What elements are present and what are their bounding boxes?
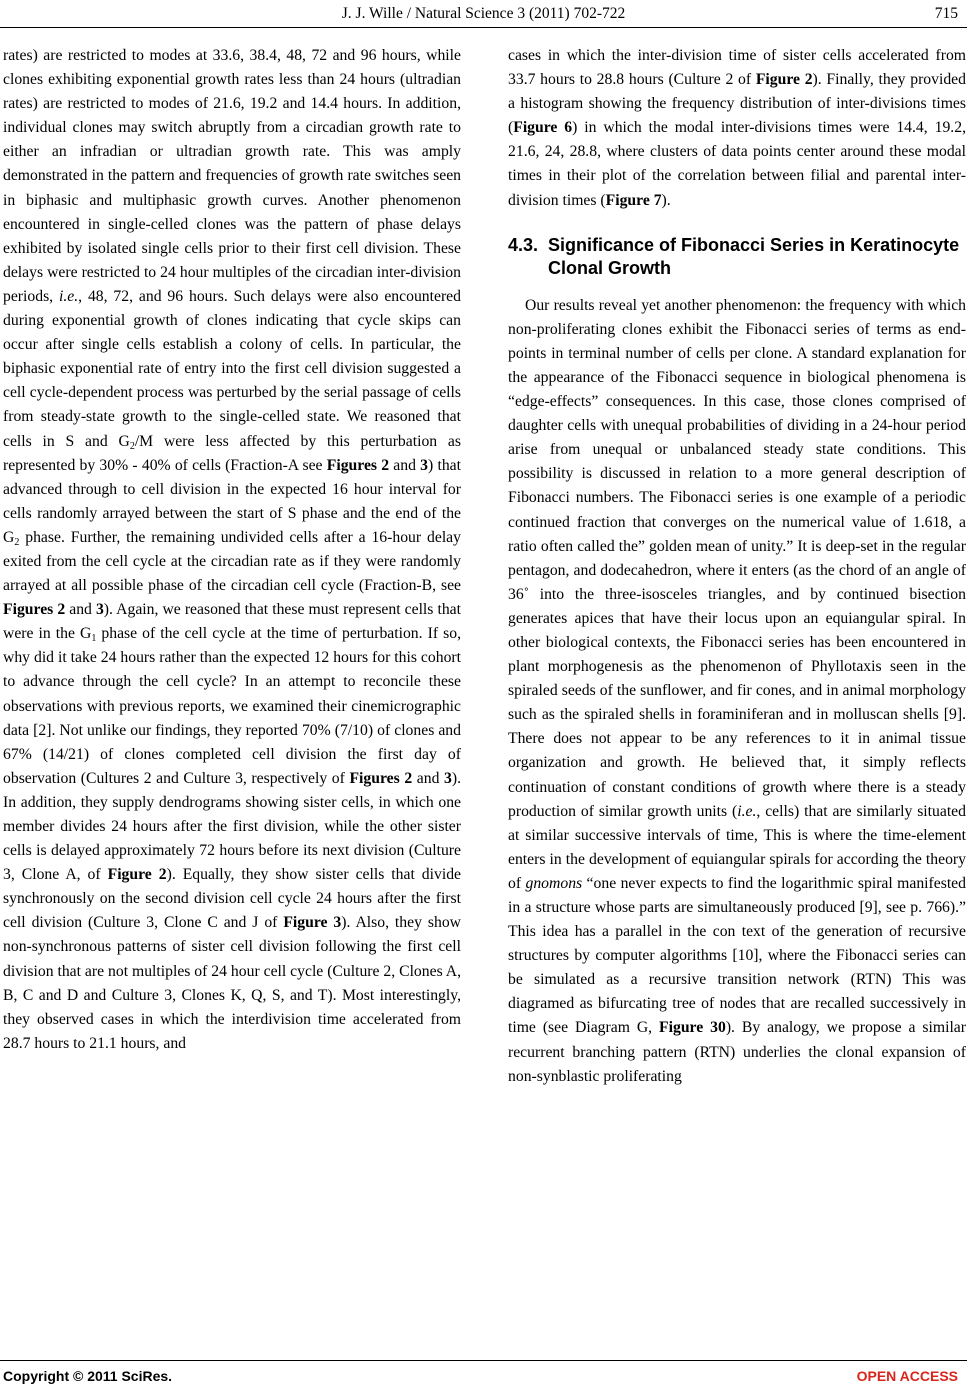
page-number: 715 — [934, 5, 958, 22]
section-title: Significance of Fibonacci Series in Keratinocyte Clonal Growth — [548, 234, 960, 278]
paragraph — [508, 294, 966, 1089]
subscript: 1 — [91, 633, 97, 645]
text-run: rates) are restricted to modes at 33.6, 38.4, 48, 72 and 96 hours, while clones exhibiting exponential growth rates less than 24 hours (ultradian rates) are restricted to modes of 21.6, 19.2 and 14.4 hours. In addition, individual clones may switch abruptly from a circadian growth rate to either an infradian or ultradian growth rate. This was amply demonstrated in the pattern and frequencies of growth rate switches seen in biphasic and multiphasic growth curves. Another phenomenon encountered in single-celled clones was the pattern of phase delays exhibited by isolated single cells prior to their first cell division. These delays were restricted to 24 hour multiples of the circadian inter-division periods, — [3, 47, 461, 305]
footer-divider — [0, 1360, 967, 1361]
left-column — [3, 44, 461, 1354]
text-run: ). By analogy, we propose a similar recurrent branching pattern (RTN) underlies the clonal expansion of non-synblastic proliferating — [508, 1019, 966, 1085]
italic-term: gnomons — [525, 874, 583, 892]
text-run: /M were less affected by this perturbation as represented by 30% - 40% of cells (Fraction-A see — [3, 432, 461, 474]
figure-reference[interactable]: Figure 3 — [283, 914, 342, 932]
running-header — [0, 4, 967, 24]
figure-reference[interactable]: Figure 7 — [605, 191, 662, 209]
copyright-notice: Copyright © 2011 SciRes. — [3, 1368, 173, 1384]
figure-reference[interactable]: 3 — [420, 456, 429, 474]
section-number: 4.3. — [508, 234, 539, 255]
figure-reference[interactable]: 3 — [95, 601, 104, 619]
text-run: ). Finally, they provided a histogram showing the frequency distribution of inter-divisions times ( — [508, 71, 966, 137]
text-run: and — [389, 456, 421, 474]
paragraph — [3, 44, 461, 1056]
text-run: ). Again, we reasoned that these must represent cells that were in the G — [3, 601, 461, 643]
figure-reference[interactable]: Figure 2 — [107, 866, 167, 884]
text-run: ) that advanced through to cell division in the expected 16 hour interval for cells randomly arrayed between the start of S phase and the end of the G — [3, 456, 461, 546]
figure-reference[interactable]: Figure 2 — [755, 71, 813, 89]
text-run: Our results reveal yet another phenomenon: the frequency with which non-proliferating clones exhibit the Fibonacci series of terms as end-points in terminal number of cells per clone. A standard explanation for the appearance of the Fibonacci sequence in biological phenomena is “edge-effects” consequences. In this case, those clones comprised of daughter cells with unequal probabilities of dividing in a 24-hour period arise from unequal or unbalanced steady state conditions. This possibility is discussed in relation to a more general description of Fibonacci numbers. The Fibonacci series is one example of a periodic continued fraction that converges on the numerical value of 1.618, a ratio often called the” golden mean of unity.” It is deep-set in the regular pentagon, and dodecahedron, where it enters (as the chord of an angle of 36˚ into the three-isosceles triangles, and by continued bisection generates apices that have their locus upon an equiangular spiral. In other biological contexts, the Fibonacci series has been encountered in plant morphogenesis as the phenomenon of Phyllotaxis seen in the spiraled seeds of the sunflower, and fir cones, and in animal morphology such as the spiraled shells in foraminiferan and in molluscan shells [9]. There does not appear to be any references to it in animal tissue organization and growth. He believed that, it simply reflects continuation of constant conditions of growth where there is a steady production of similar growth units ( — [508, 296, 966, 820]
text-run: ). In addition, they supply dendrograms showing sister cells, in which one member divides 24 hours after the first division, while the other sister cells is delayed approximately 72 hours before its next division (Culture 3, Clone A, of — [3, 769, 461, 884]
text-run: phase of the cell cycle at the time of perturbation. If so, why did it take 24 hours rather than the expected 12 hours for this cohort to advance through the cell cycle? In an attempt to reconcile these observations with previous reports, we examined their cinemicrographic data [2]. Not unlike our findings, they reported 70% (7/10) of clones and 67% (14/21) of clones completed cell division the first day of observation (Cultures 2 and Culture 3, respectively of — [3, 625, 461, 787]
text-run: , 48, 72, and 96 hours. Such delays were also encountered during exponential growth of clones indicating that cycle skips can occur after single cells establish a colony of cells. In particular, the biphasic exponential rate of entry into the first cell division suggested a cell cycle-dependent process was perturbed by the serial passage of cells from steady-state growth to the single-celled state. We reasoned that cells in S and G — [3, 287, 461, 450]
open-access-label: OPEN ACCESS — [856, 1368, 958, 1384]
text-run: ). Also, they show non-synchronous patterns of sister cell division following the first cell division that are not multiples of 24 hour cell cycle (Culture 2, Clones A, B, C and D and Culture 3, Clones K, Q, S, and T). Most interestingly, they observed cases in which the interdivision time accelerated from 28.7 hours to 21.1 hours, and — [3, 914, 461, 1052]
italic-abbreviation: i.e. — [58, 287, 79, 305]
text-run: and — [412, 769, 445, 787]
figure-reference[interactable]: Figure 30 — [659, 1019, 726, 1037]
page-footer — [0, 1367, 967, 1385]
figure-reference[interactable]: 3 — [444, 769, 452, 787]
text-run: ) in which the modal inter-divisions times were 14.4, 19.2, 21.6, 24, 28.8, where clusters of data points center around these modal times in their plot of the correlation between filial and parental inter-division times ( — [508, 119, 966, 209]
header-divider — [0, 27, 967, 28]
text-run: ). Equally, they show sister cells that divide synchronously on the second division cell cycle 24 hours after the first cell division (Culture 3, Clone C and J of — [3, 866, 461, 932]
subscript: 2 — [14, 536, 20, 548]
text-run: and — [65, 601, 96, 619]
text-run: cases in which the inter-division time of sister cells accelerated from 33.7 hours to 28.8 hours (Culture 2 of — [508, 47, 966, 89]
figure-reference[interactable]: Figure 6 — [513, 119, 573, 137]
right-column — [508, 44, 966, 1354]
text-run: phase. Further, the remaining undivided cells after a 16-hour delay exited from the cell cycle at the circadian rate as if they were randomly arrayed at all possible phase of the circadian cell cycle (Fraction-B, see — [3, 528, 461, 595]
text-run: ). — [661, 191, 671, 209]
figure-reference[interactable]: Figures 2 — [349, 769, 413, 787]
text-run: , cells) that are similarly situated at similar successive intervals of time, This is where the time-element enters in the development of equiangular spirals for according the theory of — [508, 802, 966, 892]
figure-reference[interactable]: Figures 2 — [326, 456, 390, 474]
text-run: “one never expects to find the logarithmic spiral manifested in a structure whose parts are simultaneously produced [9], see p. 766).” This idea has a parallel in the con text of the generation of recursive structures by computer algorithms [10], where the Fibonacci series can be simulated as a recursive transition network (RTN) This was diagramed as bifurcating tree of nodes that are recalled successively in time (see Diagram G, — [508, 874, 966, 1037]
running-title: J. J. Wille / Natural Science 3 (2011) 702-722 — [341, 5, 626, 22]
section-heading — [508, 234, 966, 280]
subscript: 2 — [129, 440, 135, 452]
paragraph — [508, 44, 966, 213]
italic-abbreviation: i.e. — [737, 802, 757, 820]
figure-reference[interactable]: Figures 2 — [3, 601, 66, 619]
